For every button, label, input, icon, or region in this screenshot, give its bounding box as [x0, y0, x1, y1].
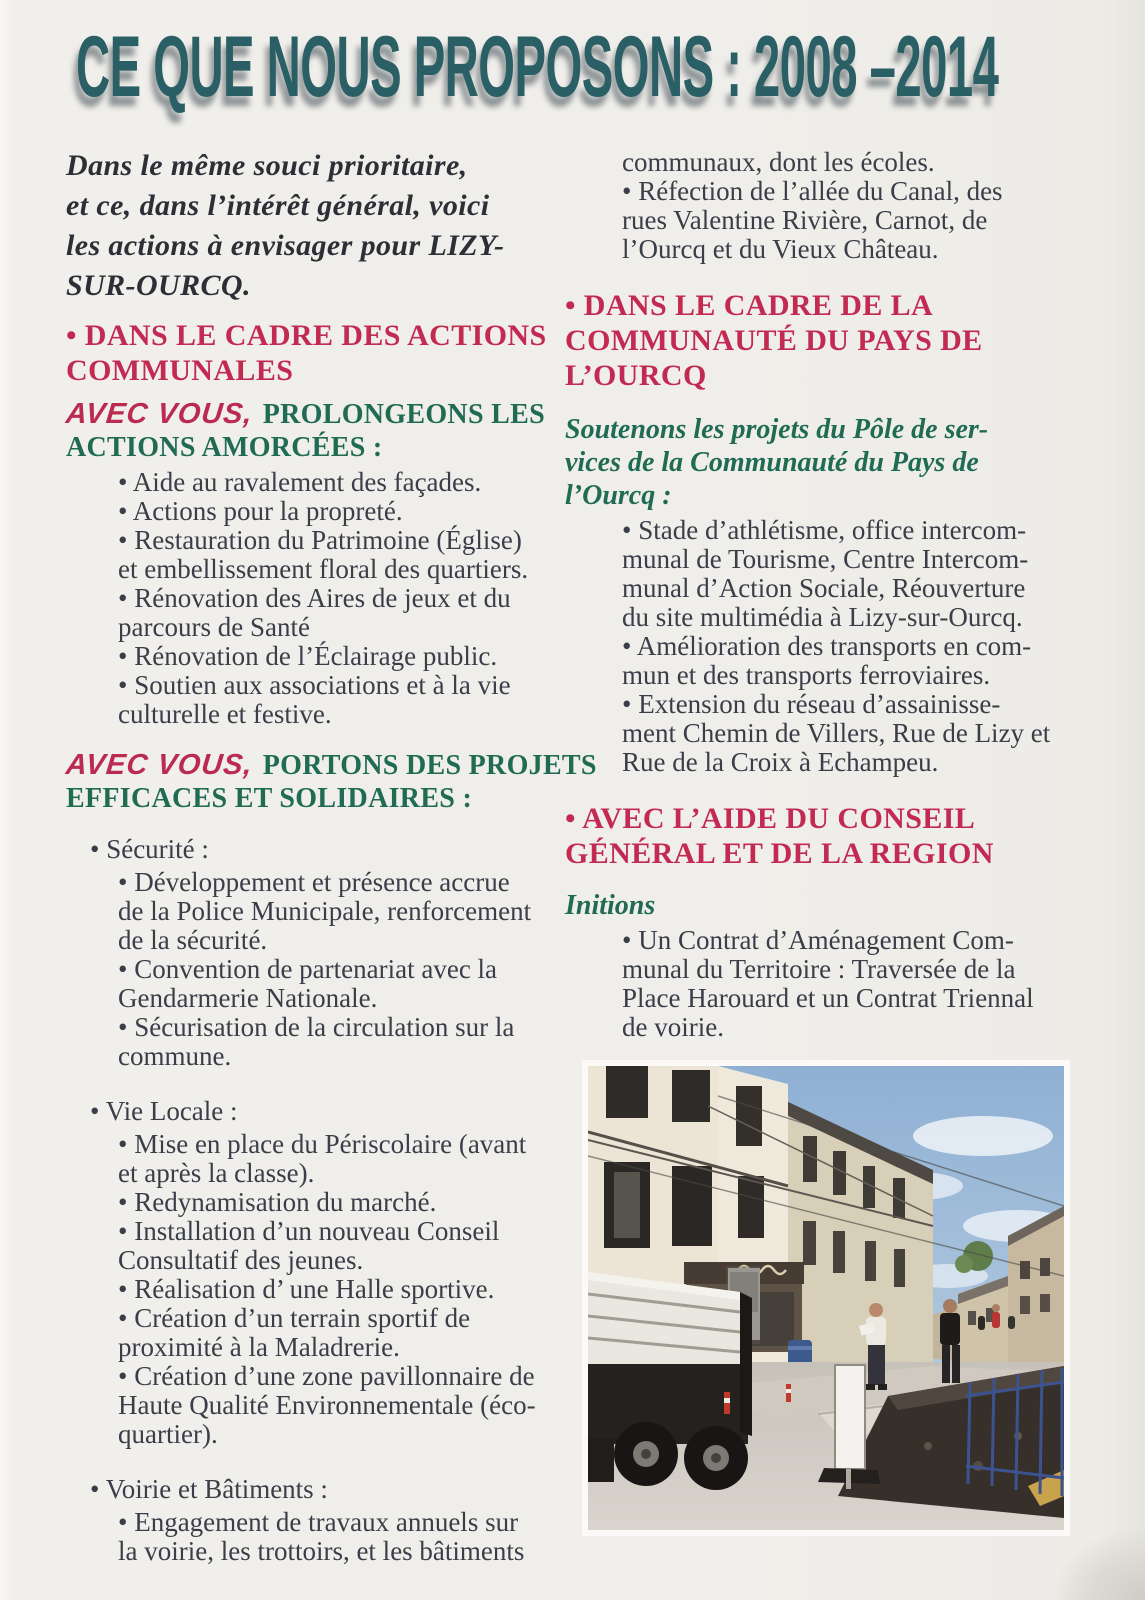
street-roadworks-photo — [588, 1066, 1064, 1530]
heading-conseil-general-region: • AVEC L’AIDE DU CONSEIL GÉNÉRAL ET DE LA REGION — [565, 802, 994, 870]
avec-vous-label-2: AVEC VOUS, — [64, 749, 255, 781]
list-vie-locale: • Mise en place du Périscolaire (avant et après la classe). • Redynamisation du marché. • Installation d’un nouveau Conseil Consultatif des jeunes. • Réalisation d’ une Halle sportive. • Création d’un terrain sportif de proximité à la Maladrerie. • Création d’une zone pavillonnaire de Haute Qualité Environnementale (éco- quartier). — [118, 1129, 536, 1449]
list-communaute-projets: • Stade d’athlétisme, office intercom- munal de Tourisme, Centre Intercom- munal d’Action Sociale, Réouverture du site multimédia à Lizy-sur-Ourcq. • Amélioration des transports en com- mun et des transports ferroviaires. • Extension du réseau d’assainisse- ment Chemin de Villers, Rue de Lizy et Rue de la Croix à Echampeu. — [622, 515, 1051, 777]
page-corner-shadow — [1055, 1530, 1145, 1600]
heading-actions-communales: • DANS LE CADRE DES ACTIONS COMMUNALES — [66, 319, 547, 387]
heading-communaute-ourcq: • DANS LE CADRE DE LA COMMUNAUTÉ DU PAYS DE L’OURCQ — [565, 289, 983, 392]
prolongeons-text-1: PROLONGEONS LES — [262, 399, 545, 430]
subheading-initions: Initions — [565, 890, 656, 921]
dump-truck — [588, 1272, 752, 1490]
prolongeons-text-2: ACTIONS AMORCÉES : — [66, 432, 383, 463]
list-securite: • Développement et présence accrue de la Police Municipale, renforcement de la sécurité. • Convention de partenariat avec la Gendarmerie Nationale. • Sécurisation de la circulation sur la commune. — [118, 867, 532, 1071]
avec-vous-label-1: AVEC VOUS, — [64, 398, 255, 430]
list-conseil-items: • Un Contrat d’Aménagement Com- munal du Territoire : Traversée de la Place Harouard et un Contrat Triennal de voirie. — [622, 925, 1034, 1042]
page-title: CE QUE NOUS PROPOSONS : 2008 –2014 — [76, 19, 999, 115]
subheading-vie-locale: • Vie Locale : — [90, 1096, 238, 1126]
list-continuation-ecoles: communaux, dont les écoles. • Réfection de l’allée du Canal, des rues Valentine Rivière, Carnot, de l’Ourcq et du Vieux Château. — [622, 147, 1003, 264]
left-column — [64, 142, 597, 1566]
list-voirie-batiments: • Engagement de travaux annuels sur la voirie, les trottoirs, et les bâtiments — [118, 1507, 525, 1566]
heading-portons — [64, 749, 597, 815]
heading-soutenons: Soutenons les projets du Pôle de ser- vices de la Communauté du Pays de l’Ourcq : — [565, 414, 989, 511]
right-column — [565, 142, 1063, 1530]
portons-text-1: PORTONS DES PROJETS — [262, 750, 597, 781]
intro-paragraph: Dans le même souci prioritaire, et ce, dans l’intérêt général, voici les actions à envisager pour LIZY- SUR-OURCQ. — [66, 149, 505, 302]
heading-prolongeons — [66, 398, 548, 464]
subheading-voirie-batiments: • Voirie et Bâtiments : — [90, 1474, 328, 1504]
subheading-securite: • Sécurité : — [90, 834, 209, 864]
list-actions-amorcees: • Aide au ravalement des façades. • Actions pour la propreté. • Restauration du Patrimoine (Église) et embellissement floral des quartiers. • Rénovation des Aires de jeux et du parcours de Santé • Rénovation de l’Éclairage public. • Soutien aux associations et à la vie culturelle et festive. — [118, 467, 529, 729]
portons-text-2: EFFICACES ET SOLIDAIRES : — [66, 783, 473, 814]
